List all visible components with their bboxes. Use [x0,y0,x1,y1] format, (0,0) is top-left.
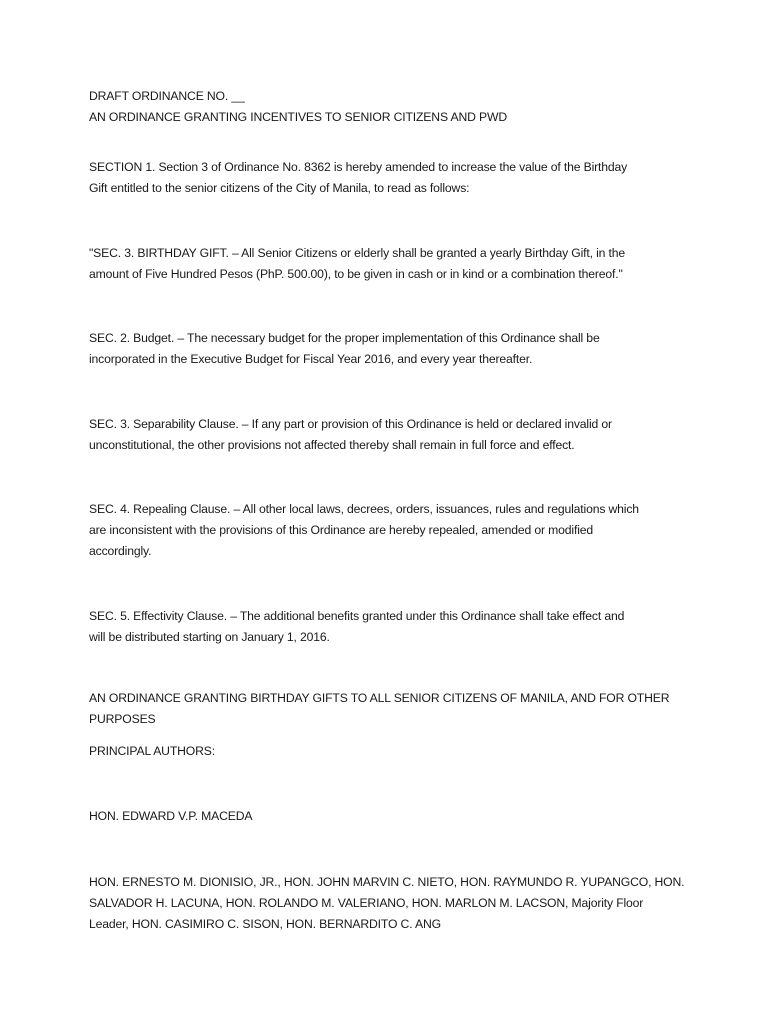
section-1-line-2: Gift entitled to the senior citizens of the City of Manila, to read as follows: [89,181,470,195]
co-authors-line-3: Leader, HON. CASIMIRO C. SISON, HON. BERNARDITO C. ANG [89,917,441,931]
separability-line-1: SEC. 3. Separability Clause. – If any part or provision of this Ordinance is held or declared invalid or [89,417,612,431]
birthday-gift-line-1: "SEC. 3. BIRTHDAY GIFT. – All Senior Citizens or elderly shall be granted a yearly Birthday Gift, in the [89,246,626,260]
title-block-line-2: PURPOSES [89,712,156,726]
draft-ordinance-number: DRAFT ORDINANCE NO. __ [89,89,245,103]
repealing-line-2: are inconsistent with the provisions of this Ordinance are hereby repealed, amended or modified [89,523,594,537]
co-authors-line-2: SALVADOR H. LACUNA, HON. ROLANDO M. VALERIANO, HON. MARLON M. LACSON, Majority Floor [89,896,644,910]
principal-authors-label: PRINCIPAL AUTHORS: [89,744,215,758]
repealing-line-3: accordingly. [89,544,152,558]
principal-author: HON. EDWARD V.P. MACEDA [89,809,253,823]
budget-line-2: incorporated in the Executive Budget for Fiscal Year 2016, and every year thereafter. [89,352,533,366]
title-block-line-1: AN ORDINANCE GRANTING BIRTHDAY GIFTS TO ALL SENIOR CITIZENS OF MANILA, AND FOR OTHER [89,691,670,705]
section-1-line-1: SECTION 1. Section 3 of Ordinance No. 8362 is hereby amended to increase the value of the Birthday [89,160,628,174]
effectivity-line-2: will be distributed starting on January 1, 2016. [89,630,330,644]
co-authors-line-1: HON. ERNESTO M. DIONISIO, JR., HON. JOHN MARVIN C. NIETO, HON. RAYMUNDO R. YUPANGCO, HON. [89,875,685,889]
effectivity-line-1: SEC. 5. Effectivity Clause. – The additional benefits granted under this Ordinance shall take effect and [89,609,625,623]
separability-line-2: unconstitutional, the other provisions not affected thereby shall remain in full force and effect. [89,438,575,452]
ordinance-heading: AN ORDINANCE GRANTING INCENTIVES TO SENIOR CITIZENS AND PWD [89,110,507,124]
repealing-line-1: SEC. 4. Repealing Clause. – All other local laws, decrees, orders, issuances, rules and regulations which [89,502,639,516]
birthday-gift-line-2: amount of Five Hundred Pesos (PhP. 500.00), to be given in cash or in kind or a combination thereof." [89,267,623,281]
budget-line-1: SEC. 2. Budget. – The necessary budget for the proper implementation of this Ordinance shall be [89,331,600,345]
